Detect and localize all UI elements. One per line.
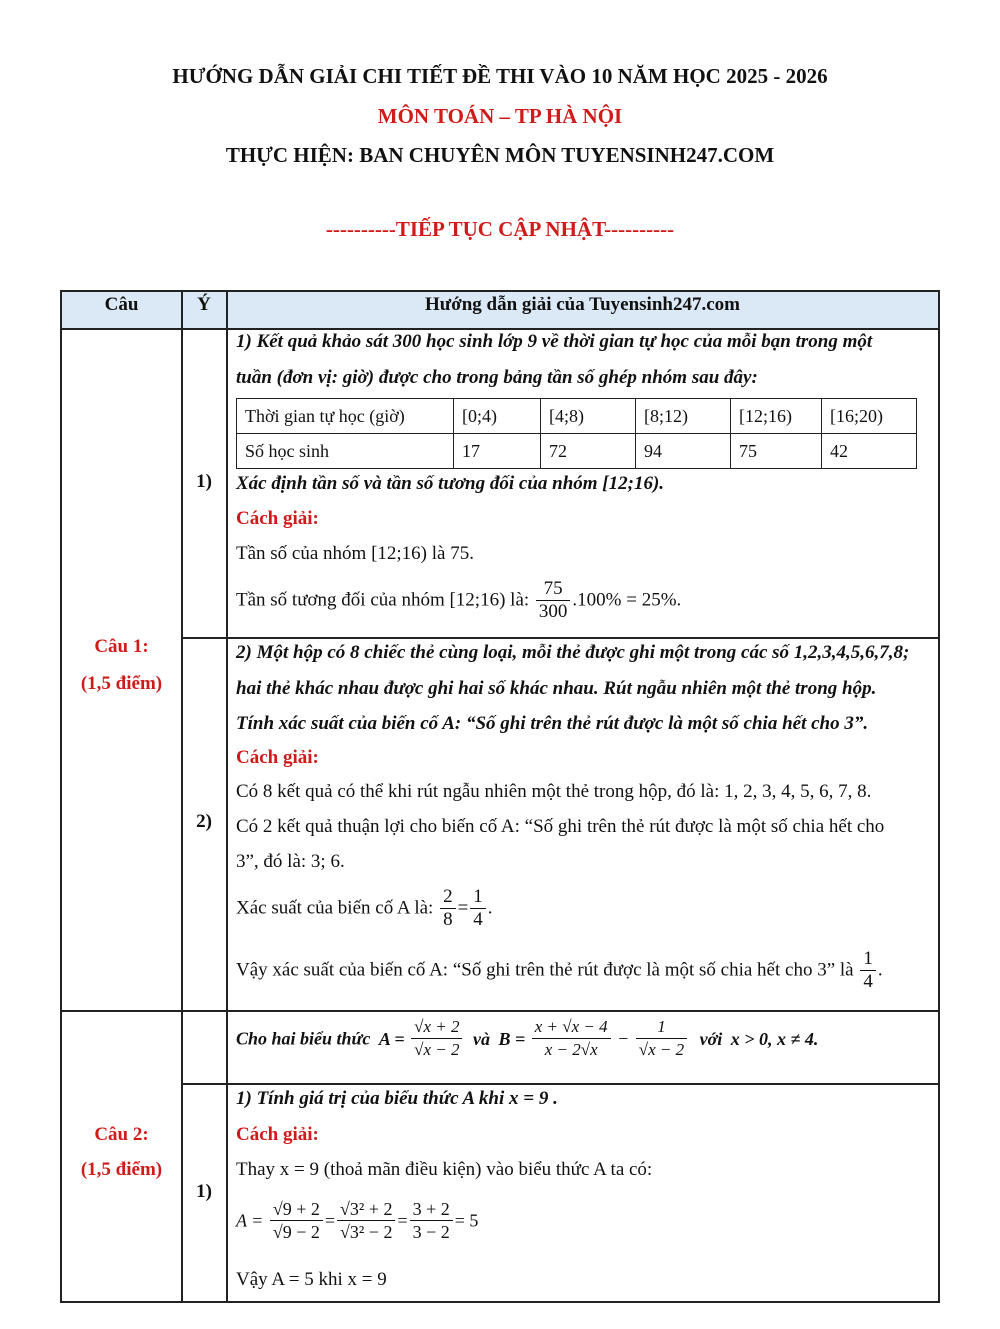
minus-sign: − — [617, 1028, 630, 1049]
condition-word: với — [699, 1028, 723, 1049]
fraction-numerator: 2 — [440, 886, 456, 909]
expression-b-fraction — [532, 1016, 611, 1061]
conclusion-text: Vậy xác suất của biến cố A: “Số ghi trên thẻ rút được là một số chia hết cho 3” là — [236, 959, 854, 981]
expression-b-label: B = — [498, 1028, 526, 1049]
cau2-y1-solution-label: Cách giải: — [236, 1124, 319, 1145]
header-y: Ý — [197, 294, 211, 315]
subject-title: MÔN TOÁN – TP HÀ NỘI — [377, 104, 623, 128]
probability-text: Xác suất của biến cố A là: — [236, 897, 434, 919]
cau1-y2-prompt-line2: hai thẻ khác nhau được ghi hai số khác nhau. Rút ngẫu nhiên một thẻ trong hộp. — [236, 678, 877, 699]
fraction — [270, 1198, 323, 1243]
percent-result: .100% = 25%. — [572, 589, 682, 611]
cau1-y1-prompt-line1: 1) Kết quả khảo sát 300 học sinh lớp 9 về thời gian tự học của mỗi bạn trong một — [236, 331, 873, 352]
cau1-y2-line3: 3”, đó là: 3; 6. — [236, 851, 345, 872]
fraction — [440, 886, 456, 931]
cau2-points: (1,5 điểm) — [80, 1159, 163, 1180]
cau1-y2-solution-label: Cách giải: — [236, 747, 319, 768]
table-cell: Số học sinh — [237, 434, 454, 469]
cau1-y1-question: Xác định tần số và tần số tương đối của nhóm [12;16). — [236, 473, 665, 494]
cau1-y2-line5 — [236, 948, 883, 993]
relative-frequency-text: Tần số tương đối của nhóm [12;16) là: — [236, 589, 530, 611]
header-guide: Hướng dẫn giải của Tuyensinh247.com — [425, 294, 740, 315]
equals-sign: = — [457, 897, 469, 919]
fraction-numerator: √9 + 2 — [270, 1198, 323, 1221]
fraction-denominator: √9 − 2 — [272, 1222, 320, 1242]
cau1-y1-solution-label: Cách giải: — [236, 508, 319, 529]
cau1-y2-line2: Có 2 kết quả thuận lợi cho biến cố A: “Số ghi trên thẻ rút được là một số chia hết cho — [236, 816, 885, 837]
fraction-numerator: 1 — [860, 948, 876, 971]
table-cell: [8;12) — [636, 399, 731, 434]
fraction-numerator: √x + 2 — [411, 1016, 462, 1039]
table-cell: [12;16) — [731, 399, 822, 434]
author-line: THỰC HIỆN: BAN CHUYÊN MÔN TUYENSINH247.COM — [225, 143, 775, 167]
period: . — [877, 959, 883, 981]
cau2-y1-line1: Thay x = 9 (thoả mãn điều kiện) vào biểu thức A ta có: — [236, 1159, 653, 1180]
cau1-label: Câu 1: — [94, 636, 149, 657]
update-notice: ----------TIẾP TỤC CẬP NHẬT---------- — [325, 217, 675, 241]
fraction-denominator: 300 — [538, 601, 568, 622]
expression-b-second-fraction — [636, 1016, 687, 1061]
expression-a-fraction — [411, 1016, 462, 1061]
fraction — [337, 1198, 395, 1243]
table-row — [237, 434, 917, 469]
cau1-y1-line2 — [236, 578, 681, 623]
cau2-intro — [236, 1016, 818, 1061]
fraction-numerator: 1 — [636, 1016, 687, 1039]
table-row — [237, 399, 917, 434]
cau1-y2-line1: Có 8 kết quả có thể khi rút ngẫu nhiên một thẻ trong hộp, đó là: 1, 2, 3, 4, 5, 6, 7, 8. — [236, 781, 872, 802]
fraction-denominator: √x − 2 — [638, 1040, 685, 1059]
fraction-denominator: √3² − 2 — [340, 1222, 393, 1242]
fraction-numerator: 3 + 2 — [410, 1198, 453, 1221]
table-cell: Thời gian tự học (giờ) — [237, 399, 454, 434]
table-cell: 75 — [731, 434, 822, 469]
table-cell: [0;4) — [454, 399, 541, 434]
cau2-y1-conclusion: Vậy A = 5 khi x = 9 — [236, 1269, 387, 1290]
cau2-label: Câu 2: — [94, 1124, 149, 1145]
fraction-denominator: 4 — [863, 971, 873, 992]
cau1-y1-line1: Tần số của nhóm [12;16) là 75. — [236, 543, 474, 564]
fraction-numerator: 1 — [470, 886, 486, 909]
and-word: và — [472, 1028, 490, 1049]
cau1-points: (1,5 điểm) — [80, 673, 163, 694]
table-cell: 42 — [822, 434, 917, 469]
fraction-denominator: 4 — [473, 909, 483, 930]
cau2-y1-prompt: 1) Tính giá trị của biểu thức A khi x = 9 . — [236, 1088, 558, 1109]
cau2-y1-calculation: A = $\frac{√9 + 2}{√9 - 2}$ = $\frac{\text{√3² + 2}}{\text{√3² − 2}}$ = $\frac{3 + 2}{3 - 2}$ = 5 — [236, 1199, 479, 1242]
table-cell: [4;8) — [541, 399, 636, 434]
expression-a-label: A = — [378, 1028, 405, 1049]
table-cell: 94 — [636, 434, 731, 469]
header-cau: Câu — [104, 294, 139, 315]
cau1-y1-number: 1) — [196, 471, 212, 492]
frequency-table — [236, 398, 917, 469]
fraction-denominator: x − 2√x — [544, 1040, 598, 1059]
fraction-numerator: x + √x − 4 — [532, 1016, 611, 1039]
fraction — [536, 578, 571, 623]
calc-result: = 5 — [454, 1210, 479, 1231]
fraction-denominator: √x − 2 — [414, 1040, 460, 1059]
fraction-denominator: 8 — [443, 909, 453, 930]
fraction-numerator: 75 — [536, 578, 571, 601]
document-title: HƯỚNG DẪN GIẢI CHI TIẾT ĐỀ THI VÀO 10 NĂM HỌC 2025 - 2026 — [172, 64, 828, 88]
period: . — [487, 897, 493, 919]
intro-text: Cho hai biểu thức — [236, 1028, 371, 1049]
fraction — [860, 948, 876, 993]
cau1-y2-prompt-line3: Tính xác suất của biến cố A: “Số ghi trên thẻ rút được là một số chia hết cho 3”. — [236, 713, 869, 734]
table-cell: 17 — [454, 434, 541, 469]
calc-lhs: A = — [236, 1210, 264, 1231]
table-cell: 72 — [541, 434, 636, 469]
cau2-y1-number: 1) — [196, 1181, 212, 1202]
fraction-denominator: 3 − 2 — [412, 1222, 450, 1242]
cau1-y2-prompt-line1: 2) Một hộp có 8 chiếc thẻ cùng loại, mỗi thẻ được ghi một trong các số 1,2,3,4,5,6,7,8; — [236, 642, 910, 663]
fraction — [470, 886, 486, 931]
cau1-y2-number: 2) — [196, 811, 212, 832]
table-cell: [16;20) — [822, 399, 917, 434]
cau1-y1-prompt-line2: tuần (đơn vị: giờ) được cho trong bảng tần số ghép nhóm sau đây: — [236, 367, 758, 388]
cau1-y2-line4 — [236, 886, 493, 931]
fraction-numerator: √3² + 2 — [337, 1198, 395, 1221]
condition: x > 0, x ≠ 4. — [730, 1028, 819, 1049]
fraction — [410, 1198, 453, 1243]
